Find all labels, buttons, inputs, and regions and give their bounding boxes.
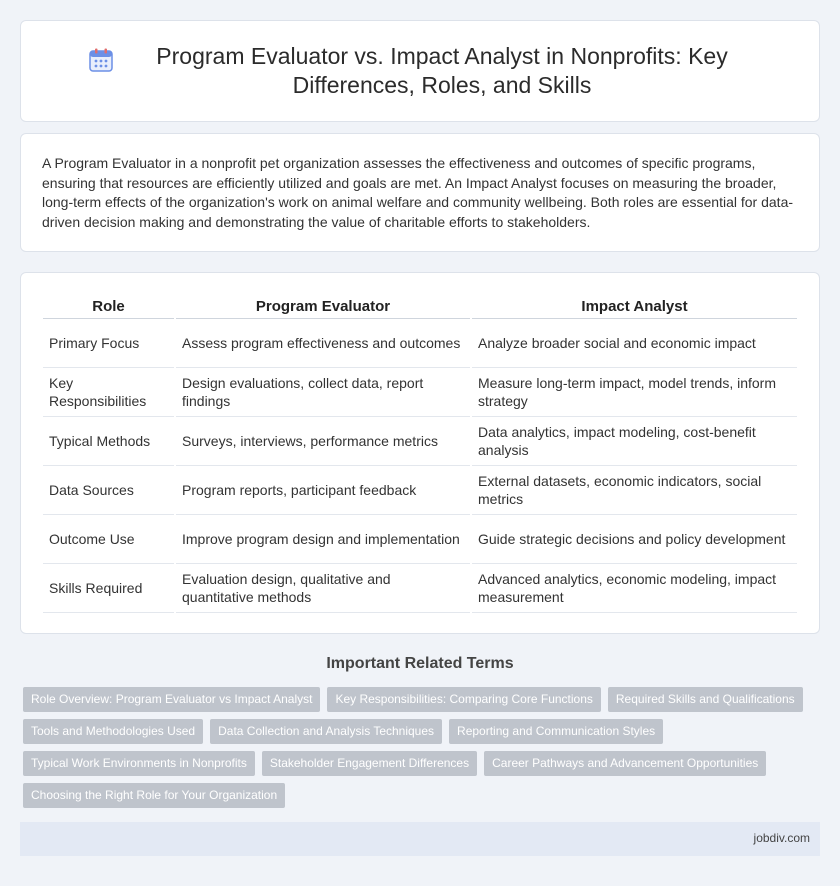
header-impact-analyst: Impact Analyst <box>472 295 797 319</box>
related-term-tag[interactable]: Reporting and Communication Styles <box>449 719 663 744</box>
program-evaluator-cell: Design evaluations, collect data, report findings <box>176 368 470 417</box>
intro-paragraph: A Program Evaluator in a nonprofit pet organization assesses the effectiveness and outcomes of specific programs, ensuring that resources are efficiently utilized and goals are met. An Impact Analyst focuses on measuring the broader, long-term effects of the organization's work on animal welfare and community wellbeing. Both roles are essential for data-driven decision making and demonstrating the value of charitable efforts to stakeholders. <box>42 155 794 230</box>
calendar-icon <box>88 47 114 73</box>
related-term-tag[interactable]: Choosing the Right Role for Your Organization <box>23 783 285 808</box>
impact-analyst-cell: Guide strategic decisions and policy development <box>472 515 797 564</box>
related-term-tag[interactable]: Key Responsibilities: Comparing Core Functions <box>327 687 600 712</box>
related-terms-list <box>23 687 823 815</box>
footer <box>20 822 820 856</box>
row-label: Data Sources <box>43 466 174 515</box>
related-term-tag[interactable]: Career Pathways and Advancement Opportunities <box>484 751 766 776</box>
row-label: Skills Required <box>43 564 174 613</box>
related-term-tag[interactable]: Role Overview: Program Evaluator vs Impact Analyst <box>23 687 320 712</box>
impact-analyst-cell: Analyze broader social and economic impact <box>472 319 797 368</box>
impact-analyst-cell: External datasets, economic indicators, social metrics <box>472 466 797 515</box>
program-evaluator-cell: Surveys, interviews, performance metrics <box>176 417 470 466</box>
footer-site-link[interactable]: jobdiv.com <box>753 831 810 845</box>
related-term-tag[interactable]: Required Skills and Qualifications <box>608 687 803 712</box>
header-program-evaluator: Program Evaluator <box>176 295 470 319</box>
header-card <box>20 20 820 122</box>
row-label: Typical Methods <box>43 417 174 466</box>
impact-analyst-cell: Advanced analytics, economic modeling, impact measurement <box>472 564 797 613</box>
table-row <box>43 515 797 564</box>
related-term-tag[interactable]: Typical Work Environments in Nonprofits <box>23 751 255 776</box>
related-term-tag[interactable]: Tools and Methodologies Used <box>23 719 203 744</box>
impact-analyst-cell: Measure long-term impact, model trends, inform strategy <box>472 368 797 417</box>
table-row <box>43 368 797 417</box>
row-label: Key Responsibilities <box>43 368 174 417</box>
impact-analyst-cell: Data analytics, impact modeling, cost-benefit analysis <box>472 417 797 466</box>
related-term-tag[interactable]: Data Collection and Analysis Techniques <box>210 719 442 744</box>
row-label: Outcome Use <box>43 515 174 564</box>
program-evaluator-cell: Program reports, participant feedback <box>176 466 470 515</box>
program-evaluator-cell: Improve program design and implementation <box>176 515 470 564</box>
page-title: Program Evaluator vs. Impact Analyst in Nonprofits: Key Differences, Roles, and Skills <box>156 43 728 98</box>
comparison-table-card <box>20 272 820 634</box>
program-evaluator-cell: Assess program effectiveness and outcomes <box>176 319 470 368</box>
comparison-table <box>41 295 799 613</box>
program-evaluator-cell: Evaluation design, qualitative and quantitative methods <box>176 564 470 613</box>
table-row <box>43 564 797 613</box>
table-row <box>43 417 797 466</box>
related-terms-title: Important Related Terms <box>326 655 514 672</box>
row-label: Primary Focus <box>43 319 174 368</box>
intro-card <box>20 133 820 252</box>
header-role: Role <box>43 295 174 319</box>
table-row <box>43 466 797 515</box>
table-row <box>43 319 797 368</box>
related-term-tag[interactable]: Stakeholder Engagement Differences <box>262 751 477 776</box>
table-header-row <box>43 295 797 319</box>
